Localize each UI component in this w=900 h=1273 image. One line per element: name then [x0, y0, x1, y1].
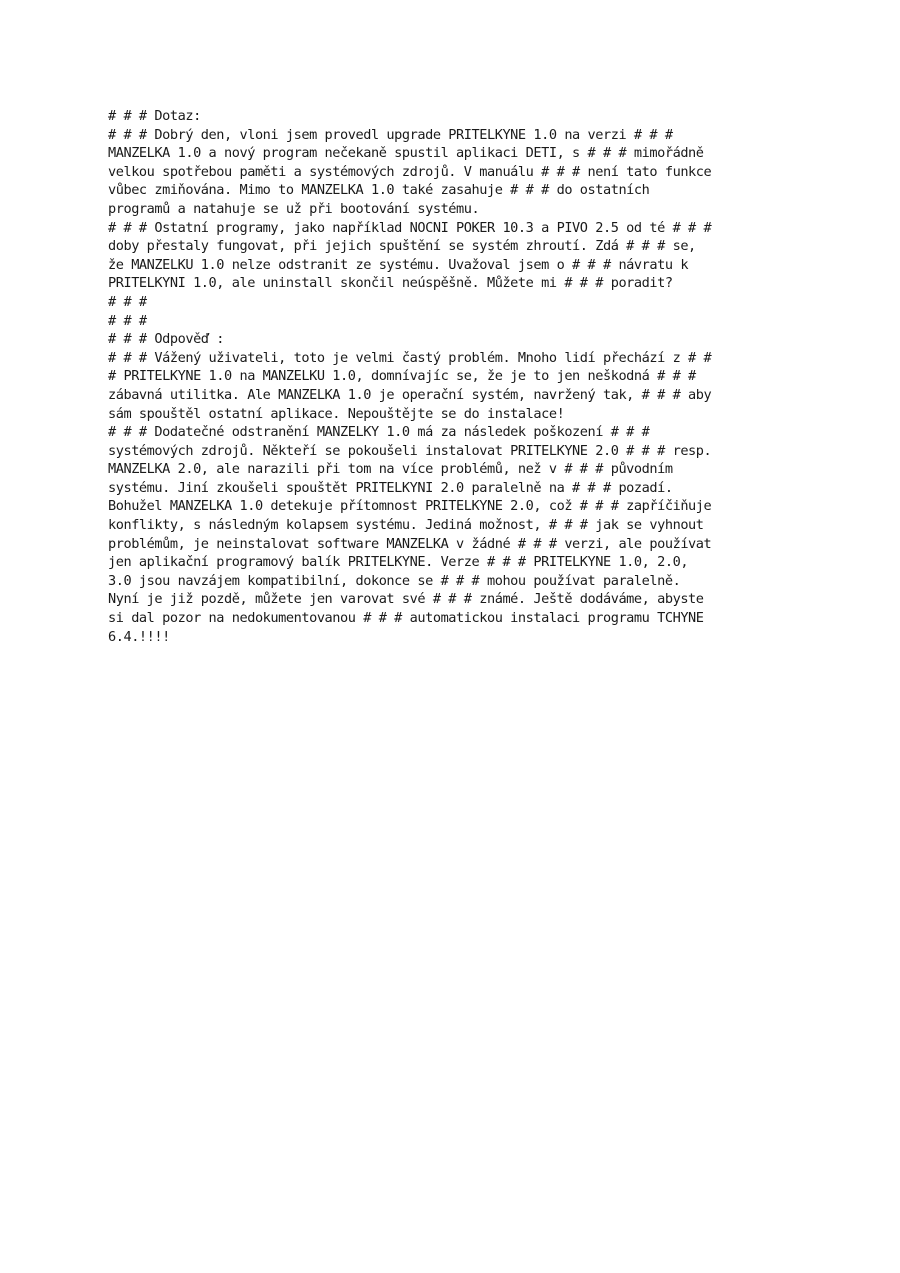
- text-line: doby přestaly fungovat, při jejich spuštění se systém zhroutí. Zdá # # # se,: [108, 238, 696, 255]
- text-line: # # # Dodatečné odstranění MANZELKY 1.0 má za následek poškození # # #: [108, 424, 650, 441]
- text-line: systémových zdrojů. Někteří se pokoušeli instalovat PRITELKYNE 2.0 # # # resp.: [108, 442, 712, 459]
- text-line: # # # Dotaz:: [108, 108, 201, 124]
- text-line: # PRITELKYNE 1.0 na MANZELKU 1.0, domnívajíc se, že je to jen neškodná # # #: [108, 368, 696, 385]
- text-line: Nyní je již pozdě, můžete jen varovat své # # # známé. Ještě dodáváme, abyste: [108, 591, 704, 608]
- text-line: programů a natahuje se už při bootování systému.: [108, 200, 480, 217]
- text-line: MANZELKA 1.0 a nový program nečekaně spustil aplikaci DETI, s # # # mimořádně: [108, 145, 704, 162]
- text-line: MANZELKA 2.0, ale narazili při tom na více problémů, než v # # # původním: [108, 461, 673, 478]
- text-line: konflikty, s následným kolapsem systému. Jediná možnost, # # # jak se vyhnout: [108, 517, 704, 534]
- text-line: Bohužel MANZELKA 1.0 detekuje přítomnost PRITELKYNE 2.0, což # # # zapříčiňuje: [108, 498, 712, 515]
- text-line: vůbec zmiňována. Mimo to MANZELKA 1.0 také zasahuje # # # do ostatních: [108, 182, 650, 199]
- text-line: # # # Ostatní programy, jako například NOCNI POKER 10.3 a PIVO 2.5 od té # # #: [108, 219, 712, 236]
- text-line: že MANZELKU 1.0 nelze odstranit ze systému. Uvažoval jsem o # # # návratu k: [108, 256, 689, 273]
- text-line: 3.0 jsou navzájem kompatibilní, dokonce se # # # mohou používat paralelně.: [108, 572, 681, 589]
- text-line: sám spouštěl ostatní aplikace. Nepouštějte se do instalace!: [108, 405, 565, 422]
- text-line: problémům, je neinstalovat software MANZELKA v žádné # # # verzi, ale používat: [108, 535, 712, 552]
- text-line: # # # Dobrý den, vloni jsem provedl upgrade PRITELKYNE 1.0 na verzi # # #: [108, 126, 673, 143]
- text-line: velkou spotřebou paměti a systémových zdrojů. V manuálu # # # není tato funkce: [108, 163, 712, 180]
- text-line: # # #: [108, 293, 147, 310]
- text-line: 6.4.!!!!: [108, 628, 170, 645]
- text-line: systému. Jiní zkoušeli spouštět PRITELKYNI 2.0 paralelně na # # # pozadí.: [108, 479, 673, 496]
- text-line: zábavná utilitka. Ale MANZELKA 1.0 je operační systém, navržený tak, # # # aby: [108, 386, 712, 403]
- text-line: jen aplikační programový balík PRITELKYNE. Verze # # # PRITELKYNE 1.0, 2.0,: [108, 554, 689, 571]
- text-line: # # #: [108, 312, 147, 329]
- text-line: # # # Odpověď :: [108, 331, 225, 348]
- text-line: # # # Vážený uživateli, toto je velmi častý problém. Mnoho lidí přechází z # #: [108, 349, 712, 366]
- text-line: PRITELKYNI 1.0, ale uninstall skončil neúspěšně. Můžete mi # # # poradit?: [108, 275, 673, 292]
- text-line: si dal pozor na nedokumentovanou # # # automatickou instalaci programu TCHYNE: [108, 610, 704, 627]
- document-text: [108, 107, 798, 646]
